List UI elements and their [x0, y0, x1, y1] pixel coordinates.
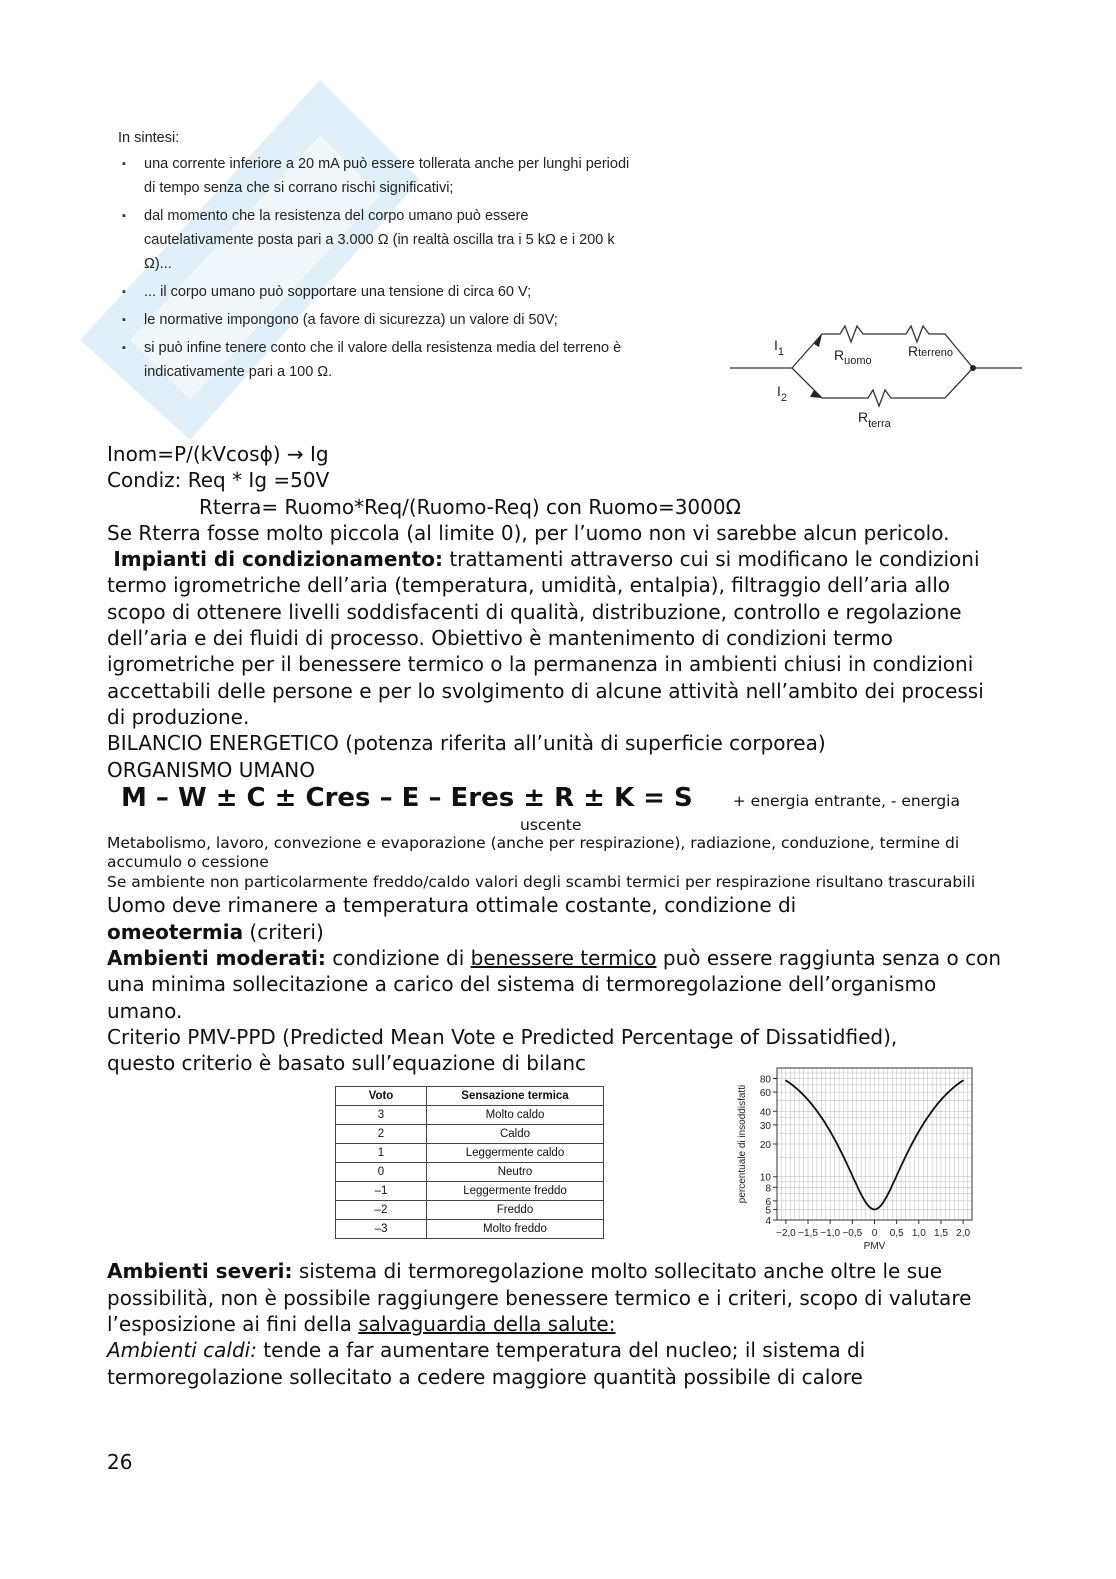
x-tick-label: −1,0 — [820, 1228, 841, 1240]
x-tick-label: 1,0 — [911, 1228, 926, 1240]
data-point — [874, 1209, 876, 1211]
summary-list — [118, 152, 638, 384]
circuit-branch-lower — [792, 368, 973, 406]
arrow-i1 — [814, 334, 822, 347]
paragraph-caldi: Ambienti caldi: tende a far aumentare temperatura del nucleo; il sistema di termoregolazione sollecitato a cedere maggiore quantità possibile di calore — [107, 1338, 866, 1389]
circuit-diagram — [730, 318, 1030, 440]
y-tick-label: 40 — [759, 1107, 771, 1119]
summary-bullet: ▪ dal momento che la resistenza del corpo umano può essere cautelativamente posta pari a 3.000 Ω (in realtà oscilla tra i 5 kΩ e i 200 k Ω)... — [118, 204, 638, 276]
svg-text:I1: $I_1$ — [774, 337, 785, 358]
table-row: 2 Caldo — [336, 1125, 604, 1144]
paragraph-moderati: Ambienti moderati: condizione di benessere termico può essere raggiunta senza o con una minima sollecitazione a carico del sistema di termoregolazione dell’organismo umano. — [107, 945, 1001, 1023]
svg-text:I2: $I_2$ — [777, 383, 788, 404]
bilancio-line2: ORGANISMO UMANO — [107, 757, 316, 782]
ppd-chart — [627, 1060, 987, 1250]
y-tick-label: 5 — [765, 1205, 771, 1217]
term-omeotermia: omeotermia — [107, 919, 244, 944]
data-point — [785, 1080, 787, 1082]
heading-caldi: Ambienti caldi: — [107, 1338, 257, 1363]
data-point — [829, 1131, 831, 1133]
y-axis-label: percentuale di insoddisfatti — [737, 1085, 748, 1204]
data-point — [896, 1175, 898, 1177]
y-tick-label: 30 — [759, 1121, 771, 1133]
svg-text:Ruomo: $R_{uomo}$ — [834, 347, 872, 367]
table-row: 3 Molto caldo — [336, 1106, 604, 1125]
table-row: –3 Molto freddo — [336, 1220, 604, 1239]
heading-impianti: Impianti di condizionamento: — [113, 547, 443, 572]
label-i2: I — [777, 383, 781, 399]
criterio-line1: Criterio PMV-PPD (Predicted Mean Vote e Predicted Percentage of Dissatidfied), — [107, 1024, 898, 1049]
table-row: –1 Leggermente freddo — [336, 1182, 604, 1201]
x-tick-label: 0,5 — [889, 1228, 904, 1240]
paragraph-severi: Ambienti severi: sistema di termoregolazione molto sollecitato anche oltre le sue possibilità, non è possibile raggiungere benessere termico e i criteri, scopo di valutare l’esposizione ai fini della salvaguardia della salute: — [107, 1259, 972, 1337]
vote-table — [335, 1086, 604, 1239]
x-tick-label: −2,0 — [775, 1228, 796, 1240]
x-tick-label: 0 — [871, 1228, 878, 1240]
x-axis-label: PMV — [863, 1241, 886, 1251]
main-text — [107, 441, 1007, 1390]
equation-note-cont: uscente — [520, 815, 582, 834]
label-i1: I — [774, 337, 778, 353]
summary-bullet: ▪ ... il corpo umano può sopportare una tensione di circa 60 V; — [118, 280, 638, 304]
term-salute: salvaguardia della salute: — [358, 1312, 616, 1337]
circuit-node — [970, 365, 976, 371]
formula-inom: Inom=P/(kVcosϕ) → Ig — [107, 442, 329, 466]
x-tick-label: −1,5 — [798, 1228, 818, 1240]
equation-note: + energia entrante, - energia — [732, 791, 960, 810]
summary-bullet: ▪ si può infine tenere conto che il valore della resistenza media del terreno è indicativamente pari a 100 Ω. — [118, 336, 638, 384]
x-tick-label: 1,5 — [934, 1228, 948, 1240]
y-tick-label: 20 — [759, 1140, 771, 1152]
paragraph-rterra: Se Rterra fosse molto piccola (al limite 0), per l’uomo non vi sarebbe alcun pericolo. — [107, 520, 950, 545]
y-tick-label: 8 — [765, 1183, 771, 1195]
y-tick-label: 10 — [759, 1173, 771, 1185]
heading-moderati: Ambienti moderati: — [107, 945, 326, 970]
page-number: 26 — [107, 1450, 133, 1474]
note-metabolismo: Metabolismo, lavoro, convezione e evaporazione (anche per respirazione), radiazione, conduzione, termine di accumulo o cessione — [107, 833, 960, 872]
label-ruomo: R — [834, 347, 845, 363]
figures-row — [107, 1070, 1007, 1258]
paragraph-uomo: Uomo deve rimanere a temperatura ottimale costante, condizione di omeotermia (criteri) — [107, 893, 797, 944]
table-row: 0 Neutro — [336, 1163, 604, 1182]
data-point — [962, 1080, 964, 1082]
summary-box — [118, 126, 638, 388]
table-row: 1 Leggermente caldo — [336, 1144, 604, 1163]
table-row: –2 Freddo — [336, 1201, 604, 1220]
summary-intro: In sintesi: — [118, 130, 180, 146]
y-tick-label: 80 — [759, 1074, 771, 1086]
y-tick-label: 4 — [765, 1216, 771, 1228]
summary-bullet: ▪ una corrente inferiore a 20 mA può essere tollerata anche per lunghi periodi di tempo senza che si corrano rischi significativi; — [118, 152, 638, 200]
criterio-line2: questo criterio è basato sull’equazione di bilanc — [107, 1051, 587, 1076]
data-point — [852, 1175, 854, 1177]
energy-equation: M – W ± C ± Cres – E – Eres ± R ± K = S + energia entrante, - energia — [121, 782, 960, 813]
table-header: Voto — [336, 1087, 427, 1106]
x-tick-label: 2,0 — [956, 1228, 971, 1240]
note-respirazione: Se ambiente non particolarmente freddo/caldo valori degli scambi termici per respirazione risultano trascurabili — [107, 872, 976, 891]
svg-text:Rterreno: Rterreno — [908, 343, 953, 359]
x-tick-label: −0,5 — [842, 1228, 863, 1240]
paragraph-impianti: Impianti di condizionamento: trattamenti attraverso cui si modificano le condizioni termo igrometriche dell’aria (temperatura, umidità, entalpia), filtraggio dell’aria allo scopo di ottenere livelli soddisfacenti di qualità, distribuzione, controllo e regolazione dell’aria e dei fluidi di processo. Obiettivo è mantenimento di condizioni termo igrometriche per il benessere termico o la permanenza in ambienti chiusi in condizioni accettabili delle persone e per lo svolgimento di alcune attività nell’ambito dei processi di produzione. — [107, 547, 984, 729]
formula-rterra: Rterra= Ruomo*Req/(Ruomo-Req) con Ruomo=3000Ω — [199, 494, 741, 519]
table-header: Sensazione termica — [427, 1087, 604, 1106]
y-tick-label: 60 — [759, 1088, 771, 1100]
label-rterra: R — [858, 409, 869, 425]
table-header-row — [336, 1087, 604, 1106]
heading-severi: Ambienti severi: — [107, 1259, 293, 1284]
term-benessere: benessere termico — [470, 945, 657, 970]
formula-condiz: Condiz: Req * Ig =50V — [107, 468, 330, 493]
data-point — [918, 1131, 920, 1133]
summary-bullet: ▪ le normative impongono (a favore di sicurezza) un valore di 50V; — [118, 308, 638, 332]
label-rterreno: R — [908, 343, 919, 359]
data-point — [940, 1100, 942, 1102]
data-point — [807, 1100, 809, 1102]
y-tick-label: 6 — [765, 1197, 771, 1209]
bilancio-line1: BILANCIO ENERGETICO (potenza riferita all’unità di superficie corporea) — [107, 731, 826, 756]
svg-text:Rterra: $R_{terra}$ — [858, 409, 891, 430]
